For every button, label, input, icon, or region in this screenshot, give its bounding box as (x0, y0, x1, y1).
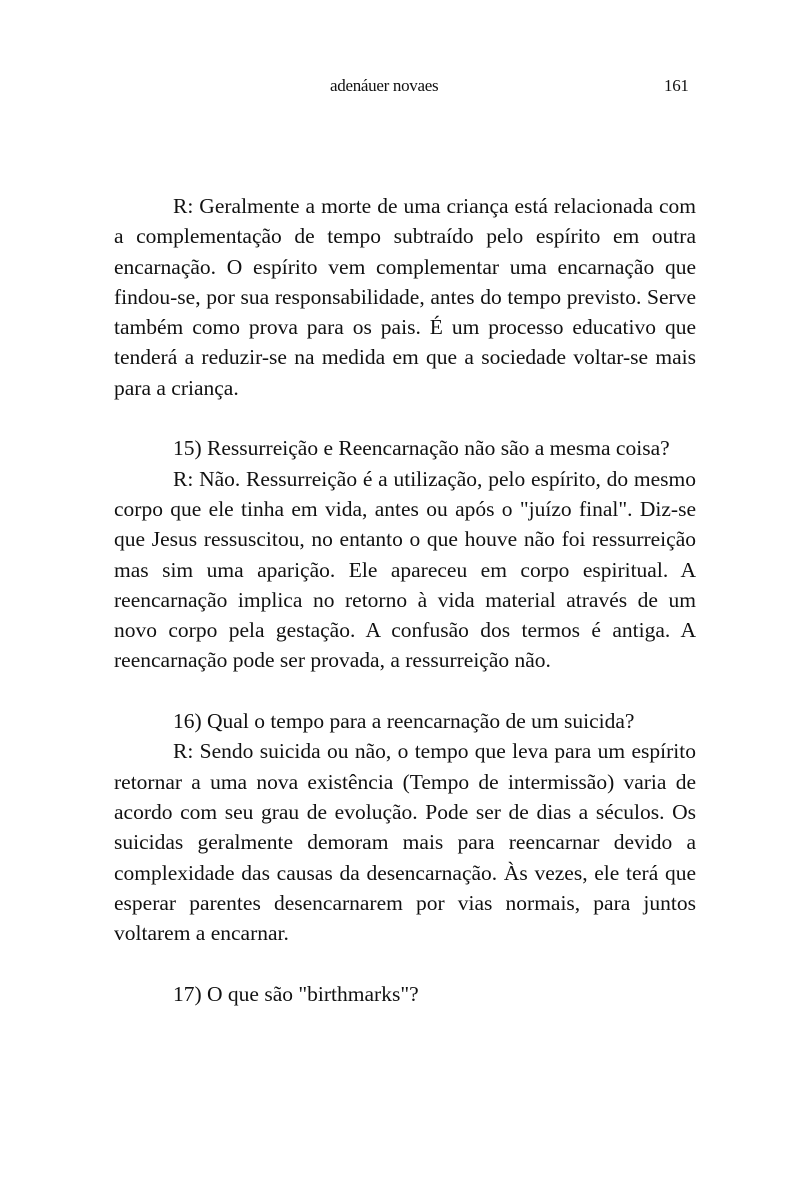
paragraph-gap (114, 948, 696, 978)
body-text (114, 191, 696, 1009)
page-header (0, 76, 788, 100)
answer-paragraph: R: Não. Ressurreição é a utilização, pelo espírito, do mesmo corpo que ele tinha em vida, antes ou após o "juízo final". Diz-se que Jesus ressuscitou, no entanto o que houve não foi ressurreição mas sim uma aparição. Ele apareceu em corpo espiritual. A reencarnação implica no retorno à vida material através de um novo corpo pela gestação. A confusão dos termos é antiga. A reencarnação pode ser provada, a ressurreição não. (114, 466, 696, 673)
question-paragraph: 16) Qual o tempo para a reencarnação de um suicida? (173, 709, 635, 734)
answer-paragraph: R: Sendo suicida ou não, o tempo que leva para um espírito retornar a uma nova existência (Tempo de intermissão) varia de acordo com seu grau de evolução. Pode ser de dias a séculos. Os suicidas geralmente demoram mais para reencarnar devido a complexidade das causas da desencarnação. Às vezes, ele terá que esperar parentes desencarnarem por vias normais, para juntos voltarem a encarnar. (114, 739, 696, 946)
question-paragraph: 17) O que são "birthmarks"? (173, 981, 419, 1006)
page-number: 161 (664, 76, 689, 95)
question-paragraph: 15) Ressurreição e Reencarnação não são a mesma coisa? (173, 436, 670, 461)
paragraph-gap (114, 403, 696, 433)
running-head-author: adenáuer novaes (330, 76, 439, 95)
answer-paragraph: R: Geralmente a morte de uma criança está relacionada com a complementação de tempo subtraído pelo espírito em outra encarnação. O espírito vem complementar uma encarnação que findou-se, por sua responsabilidade, antes do tempo previsto. Serve também como prova para os pais. É um processo educativo que tenderá a reduzir-se na medida em que a sociedade voltar-se mais para a criança. (114, 194, 696, 400)
paragraph-gap (114, 676, 696, 706)
